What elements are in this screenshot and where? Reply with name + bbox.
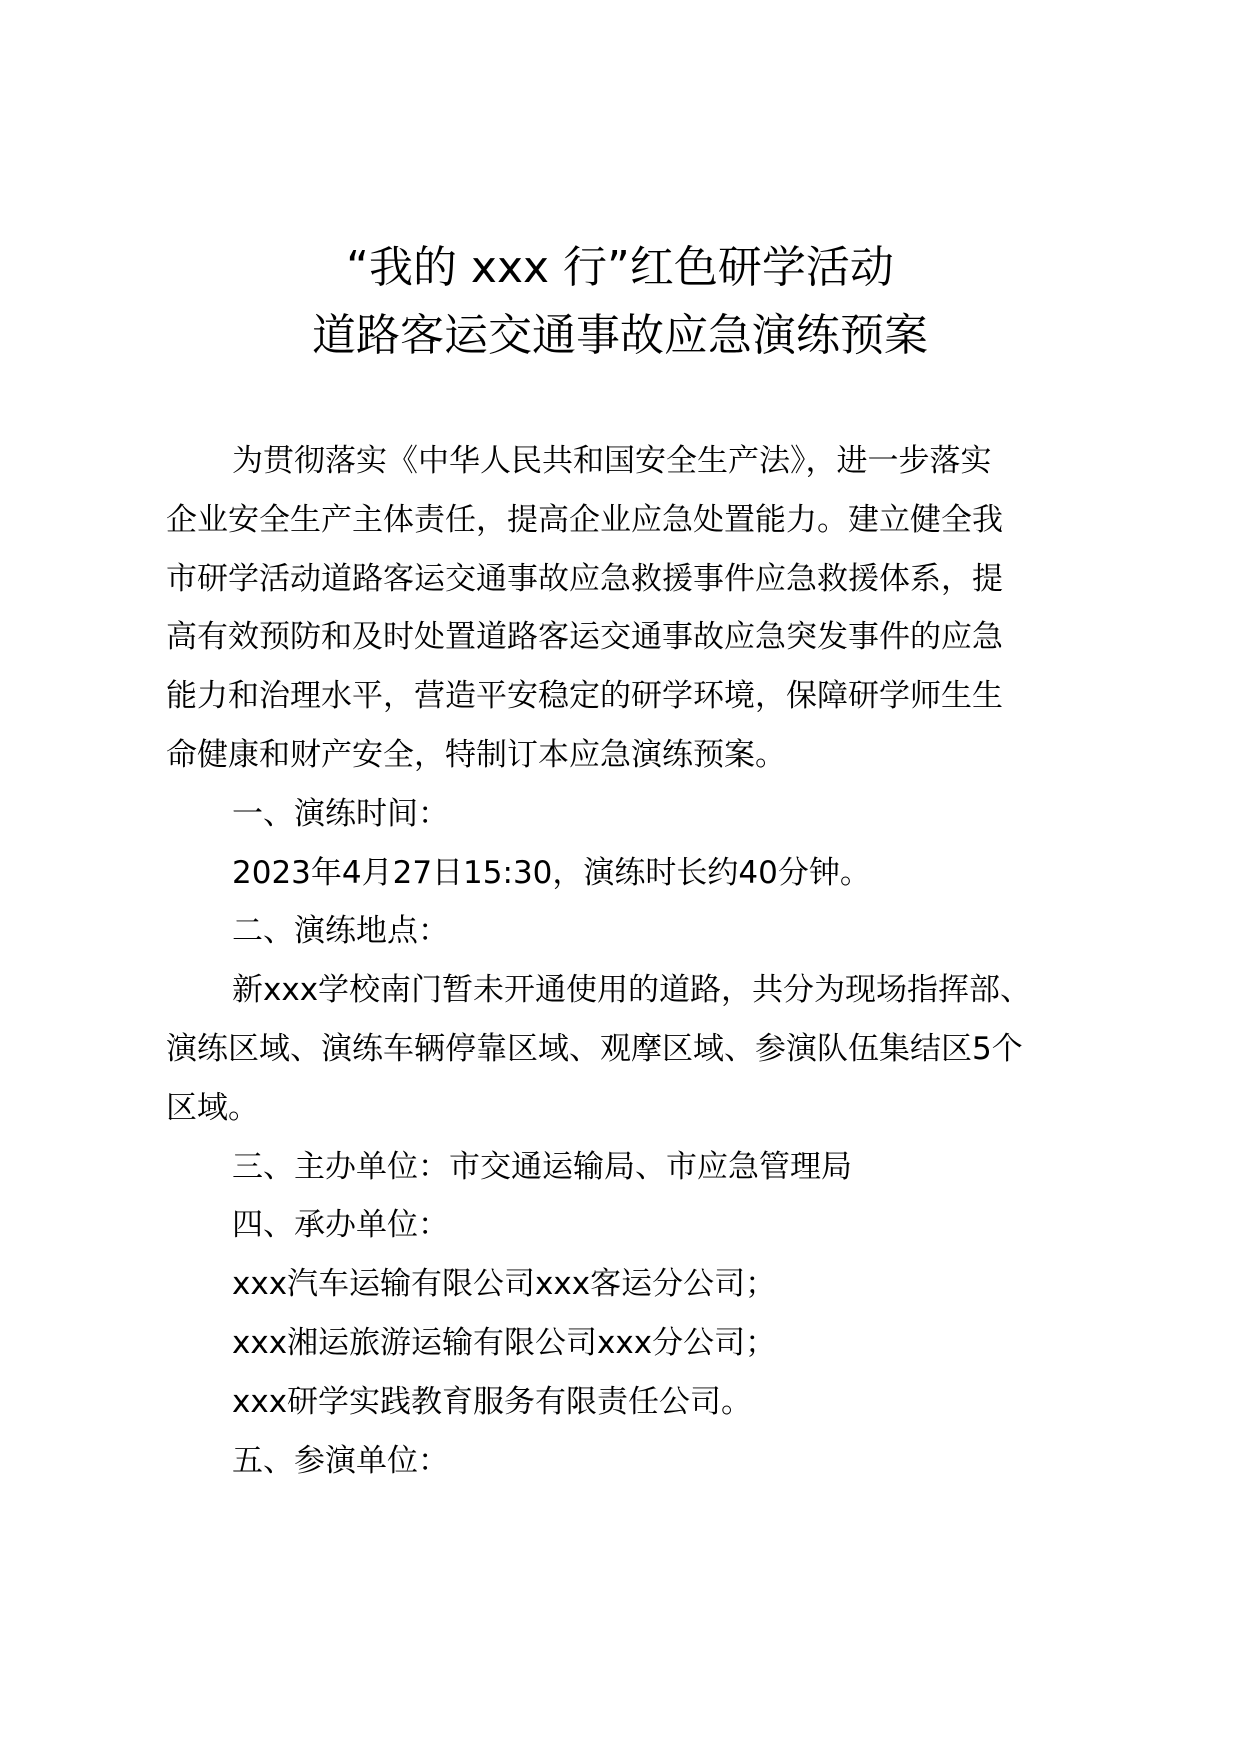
location-line: 区域。 xyxy=(166,1089,259,1126)
section-heading-participants: 五、参演单位： xyxy=(232,1442,449,1479)
intro-line: 高有效预防和及时处置道路客运交通事故应急突发事件的应急 xyxy=(166,619,1003,656)
intro-line: 能力和治理水平，营造平安稳定的研学环境，保障研学师生生 xyxy=(166,678,1003,715)
intro-line: 命健康和财产安全，特制订本应急演练预案。 xyxy=(166,736,786,773)
co-organizer-item: xxx湘运旅游运输有限公司xxx分公司； xyxy=(232,1324,777,1361)
co-organizer-item: xxx汽车运输有限公司xxx客运分公司； xyxy=(232,1266,777,1303)
section-heading-drill-location: 二、演练地点： xyxy=(232,913,449,950)
section-text-drill-location xyxy=(166,961,1096,1137)
document-body xyxy=(166,432,1096,1490)
location-line: 新xxx学校南门暂未开通使用的道路，共分为现场指挥部、 xyxy=(232,972,1032,1009)
document-title-line-1: “我的 xxx 行”红色研学活动 xyxy=(346,242,894,293)
intro-line: 企业安全生产主体责任，提高企业应急处置能力。建立健全我 xyxy=(166,501,1003,538)
section-heading-co-organizers: 四、承办单位： xyxy=(232,1207,449,1244)
co-organizer-item: xxx研学实践教育服务有限责任公司。 xyxy=(232,1383,753,1420)
section-organizer: 三、主办单位：市交通运输局、市应急管理局 xyxy=(232,1148,852,1185)
intro-paragraph xyxy=(166,432,1096,785)
intro-line: 为贯彻落实《中华人民共和国安全生产法》，进一步落实 xyxy=(232,443,992,479)
section-text-drill-time: 2023年4月27日15:30，演练时长约40分钟。 xyxy=(232,854,871,891)
section-heading-drill-time: 一、演练时间： xyxy=(232,795,449,832)
location-line: 演练区域、演练车辆停靠区域、观摩区域、参演队伍集结区5个 xyxy=(166,1030,1023,1067)
document-title-line-2: 道路客运交通事故应急演练预案 xyxy=(312,310,928,361)
intro-line: 市研学活动道路客运交通事故应急救援事件应急救援体系，提 xyxy=(166,560,1003,597)
